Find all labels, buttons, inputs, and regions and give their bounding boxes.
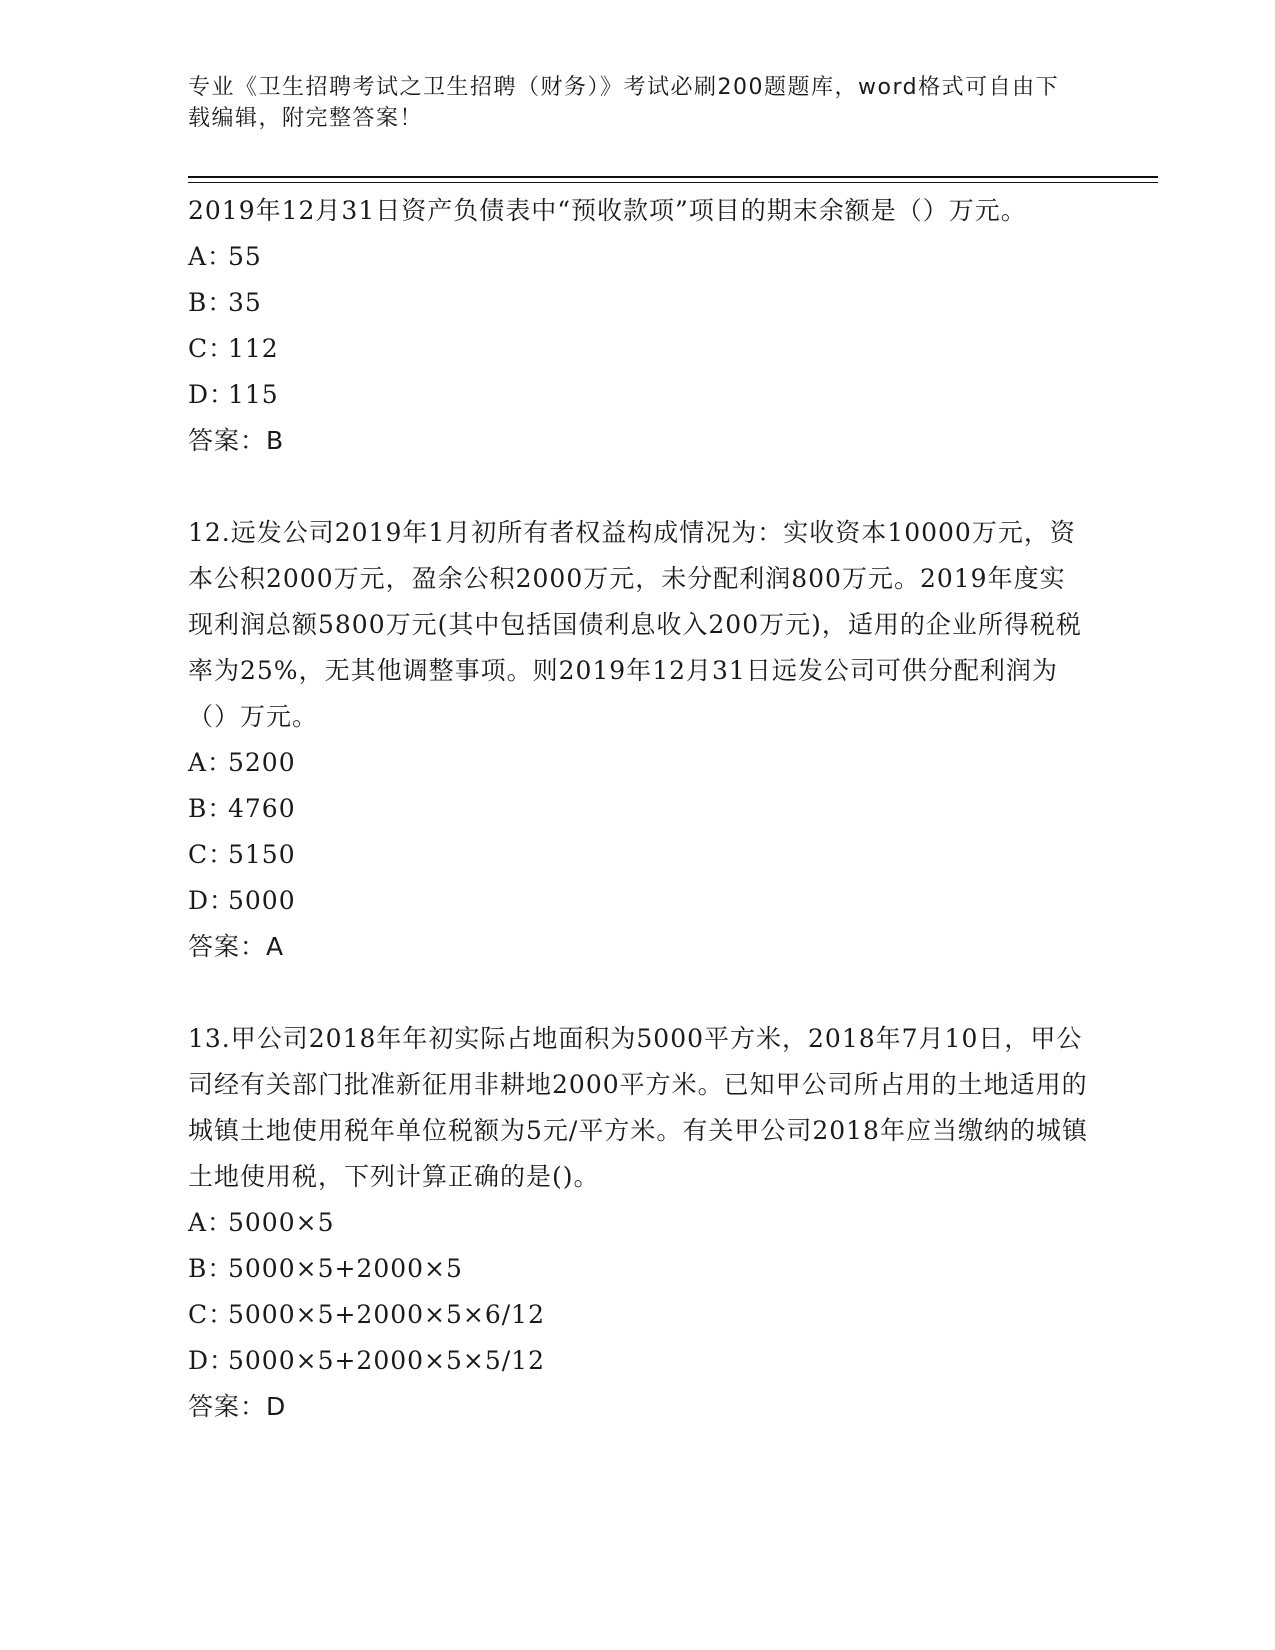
question-spacer	[188, 970, 1088, 1016]
option-c	[188, 832, 1088, 878]
question-spacer	[188, 464, 1088, 510]
option-key: C：	[188, 1300, 235, 1329]
question-text: 13.甲公司2018年年初实际占地面积为5000平方米，2018年7月10日，甲公司经有关部门批准新征用非耕地2000平方米。已知甲公司所占用的土地适用的城镇土地使用税年单位税额为5元/平方米。有关甲公司2018年应当缴纳的城镇土地使用税，下列计算正确的是()。	[188, 1024, 1088, 1191]
option-key: B：	[188, 1254, 234, 1283]
answer-text: 答案：A	[188, 932, 285, 961]
option-key: C：	[188, 840, 235, 869]
option-b	[188, 786, 1088, 832]
question-list	[188, 188, 1088, 1430]
option-value: 115	[228, 380, 279, 409]
option-d	[188, 372, 1088, 418]
option-value: 35	[228, 288, 262, 317]
option-b	[188, 1246, 1088, 1292]
option-value: 5150	[228, 840, 296, 869]
header-divider-thick	[188, 176, 1158, 178]
option-key: B：	[188, 794, 234, 823]
option-key: A：	[188, 242, 234, 271]
option-key: B：	[188, 288, 234, 317]
option-key: D：	[188, 886, 236, 915]
option-c	[188, 326, 1088, 372]
option-key: C：	[188, 334, 235, 363]
option-value: 5000×5+2000×5	[228, 1254, 463, 1283]
option-a	[188, 234, 1088, 280]
option-value: 4760	[228, 794, 296, 823]
option-value: 112	[228, 334, 279, 363]
option-key: A：	[188, 748, 234, 777]
option-a	[188, 1200, 1088, 1246]
option-c	[188, 1292, 1088, 1338]
option-value: 5200	[228, 748, 296, 777]
option-d	[188, 878, 1088, 924]
header-divider-thin	[188, 182, 1158, 183]
question-item	[188, 1016, 1088, 1430]
question-item	[188, 510, 1088, 970]
question-text: 12.远发公司2019年1月初所有者权益构成情况为：实收资本10000万元，资本公积2000万元，盈余公积2000万元，未分配利润800万元。2019年度实现利润总额5800万元(其中包括国债利息收入200万元)，适用的企业所得税税率为25%，无其他调整事项。则2019年12月31日远发公司可供分配利润为（）万元。	[188, 518, 1082, 731]
option-key: D：	[188, 380, 236, 409]
option-value: 5000×5+2000×5×6/12	[228, 1300, 545, 1329]
option-value: 5000×5	[228, 1208, 335, 1237]
document-header: 专业《卫生招聘考试之卫生招聘（财务）》考试必刷200题题库，word格式可自由下载编辑，附完整答案！	[188, 75, 1060, 131]
option-b	[188, 280, 1088, 326]
question-item	[188, 188, 1088, 464]
option-d	[188, 1338, 1088, 1384]
option-a	[188, 740, 1088, 786]
answer-text: 答案：B	[188, 426, 285, 455]
question-text: 2019年12月31日资产负债表中“预收款项”项目的期末余额是（）万元。	[188, 196, 1027, 225]
option-key: A：	[188, 1208, 234, 1237]
option-value: 5000	[228, 886, 296, 915]
option-value: 5000×5+2000×5×5/12	[228, 1346, 545, 1375]
option-value: 55	[228, 242, 262, 271]
option-key: D：	[188, 1346, 236, 1375]
answer-text: 答案：D	[188, 1392, 287, 1421]
